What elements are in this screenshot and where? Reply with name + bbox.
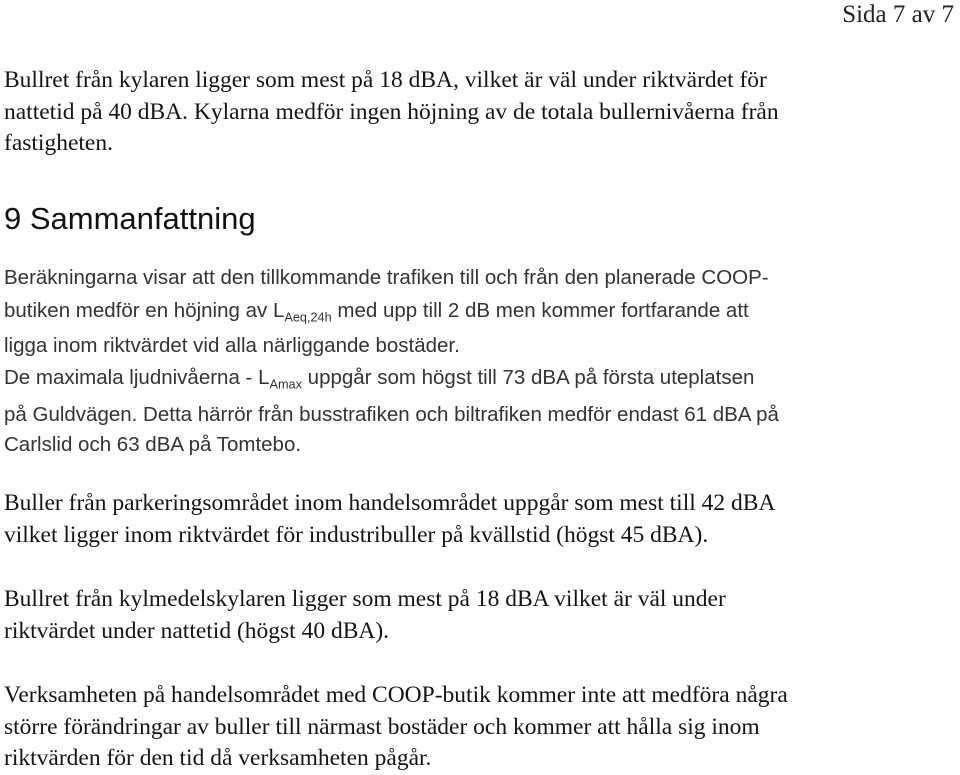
text-fragment: butiken medför en höjning av L — [4, 298, 285, 322]
text-line: Verksamheten på handelsområdet med COOP-butik kommer inte att medföra några — [4, 682, 788, 708]
text-line: fastigheten. — [4, 130, 113, 156]
max-levels-paragraph — [4, 363, 956, 461]
text-line: Bullret från kylaren ligger som mest på 18 dBA, vilket är väl under riktvärdet för — [4, 67, 767, 93]
text-line: ligga inom riktvärdet vid alla närliggande bostäder. — [4, 334, 460, 358]
text-line: Carlslid och 63 dBA på Tomtebo. — [4, 433, 302, 457]
text-fragment: uppgår som högst till 73 dBA på första uteplatsen — [301, 366, 755, 389]
operations-paragraph — [4, 680, 956, 775]
cooler-paragraph — [4, 584, 956, 647]
page-number: Sida 7 av 7 — [842, 1, 954, 28]
text-line: Bullret från kylmedelskylaren ligger som mest på 18 dBA vilket är väl under — [4, 586, 726, 612]
text-line: riktvärden för den tid då verksamheten pågår. — [4, 745, 432, 771]
text-line — [4, 295, 956, 334]
text-line: Buller från parkeringsområdet inom handelsområdet uppgår som mest till 42 dBA — [4, 490, 776, 516]
text-line — [4, 363, 956, 400]
section-heading: 9 Sammanfattning — [4, 201, 256, 236]
text-line: större förändringar av buller till närmast bostäder och kommer att hålla sig inom — [4, 713, 760, 740]
text-line: Beräkningarna visar att den tillkommande trafiken till och från den planerade COOP- — [4, 266, 769, 289]
text-fragment: med upp till 2 dB men kommer fortfarande att — [331, 298, 749, 322]
text-line: på Guldvägen. Detta härrör från busstrafiken och biltrafiken medför endast 61 dBA på — [4, 402, 779, 426]
intro-paragraph — [4, 65, 956, 160]
text-line: nattetid på 40 dBA. Kylarna medför ingen höjning av de totala bullernivåerna från — [4, 98, 779, 125]
summary-paragraph — [4, 262, 956, 359]
text-line: vilket ligger inom riktvärdet för industribuller på kvällstid (högst 45 dBA). — [4, 521, 709, 548]
subscript: Amax — [269, 376, 302, 392]
subscript: Aeq,24h — [284, 308, 332, 324]
parking-paragraph — [4, 488, 956, 551]
text-fragment: De maximala ljudnivåerna - L — [4, 366, 270, 389]
text-line: riktvärdet under nattetid (högst 40 dBA). — [4, 617, 390, 644]
